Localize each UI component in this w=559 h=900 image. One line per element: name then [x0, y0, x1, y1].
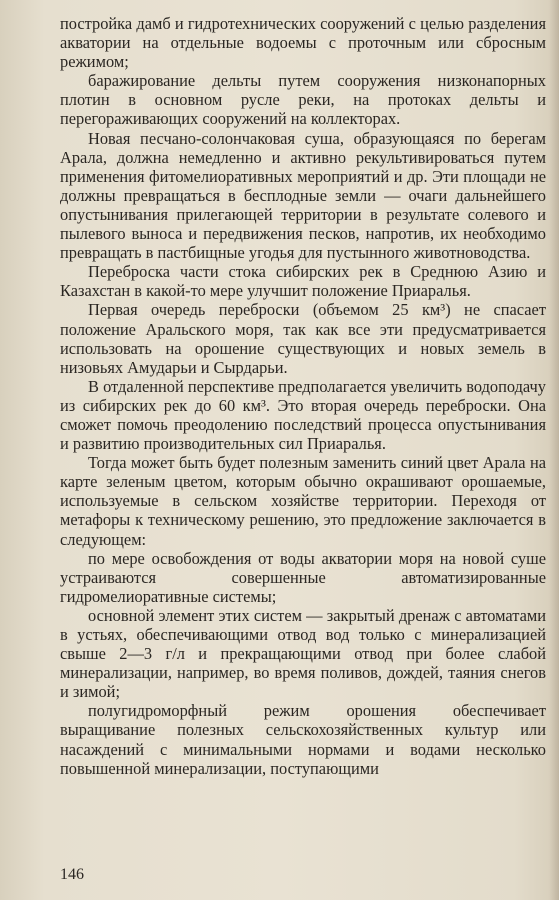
paragraph-automated-systems: по мере освобождения от воды акватории моря на новой суше устраиваются совершенные автоматизированные гидромелиоративные системы; — [60, 548, 546, 606]
paragraph-second-stage: В отдаленной перспективе предполагается увеличить водоподачу из сибирских рек до 60 км³. Это вторая очередь переброски. Она сможет помочь преодолению последствий процесса опустынивания и развитию производительных сил Приаралья. — [60, 376, 546, 454]
page-edge-shadow — [549, 0, 559, 900]
paragraph-siberian-rivers-transfer: Переброска части стока сибирских рек в Среднюю Азию и Казахстан в какой-то мере улучшит положение Приаралья. — [60, 262, 546, 301]
paragraph-map-color-proposal: Тогда может быть будет полезным заменить синий цвет Арала на карте зеленым цветом, которым обычно окрашивают орошаемые, используемые в сельском хозяйстве территории. Переходя от метафоры к техническому решению, это предложение заключается в следующем: — [60, 453, 546, 549]
paragraph-dam-construction: постройка дамб и гидротехнических сооружений с целью разделения акватории на отдельные водоемы с проточным или сбросным режимом; — [60, 14, 546, 72]
paragraph-new-land-recultivation: Новая песчано-солончаковая суша, образующаяся по берегам Арала, должна немедленно и активно рекультивироваться путем применения фитомелиоративных мероприятий и др. Эти площади не должны превращаться в бесплодные земли — очаги дальнейшего опустынивания прилегающей территории в результате солевого и пылевого выноса и передвижения песков, напротив, их необходимо превращать в пастбищные угодья для пустынного животноводства. — [60, 128, 546, 263]
body-text — [60, 14, 546, 778]
paragraph-delta-barrage: баражирование дельты путем сооружения низконапорных плотин в основном русле реки, на протоках дельты и перегораживающих сооружений на коллекторах. — [60, 71, 546, 129]
paragraph-first-stage: Первая очередь переброски (объемом 25 км³) не спасает положение Аральского моря, так как все эти предусматривается использовать на орошение существующих и новых земель в низовьях Амударьи и Сырдарьи. — [60, 300, 546, 377]
paragraph-closed-drainage: основной элемент этих систем — закрытый дренаж с автоматами в устьях, обеспечивающими отвод вод только с минерализацией свыше 2—3 г/л и прекращающими отвод при более слабой минерализации, например, во время поливов, дождей, таяния снегов и зимой; — [60, 605, 546, 702]
page-number: 146 — [60, 866, 84, 883]
paragraph-irrigation-regime: полугидроморфный режим орошения обеспечивает выращивание полезных сельскохозяйственных культур или насаждений с минимальными нормами и водами несколько повышенной минерализации, поступающими — [60, 701, 546, 778]
